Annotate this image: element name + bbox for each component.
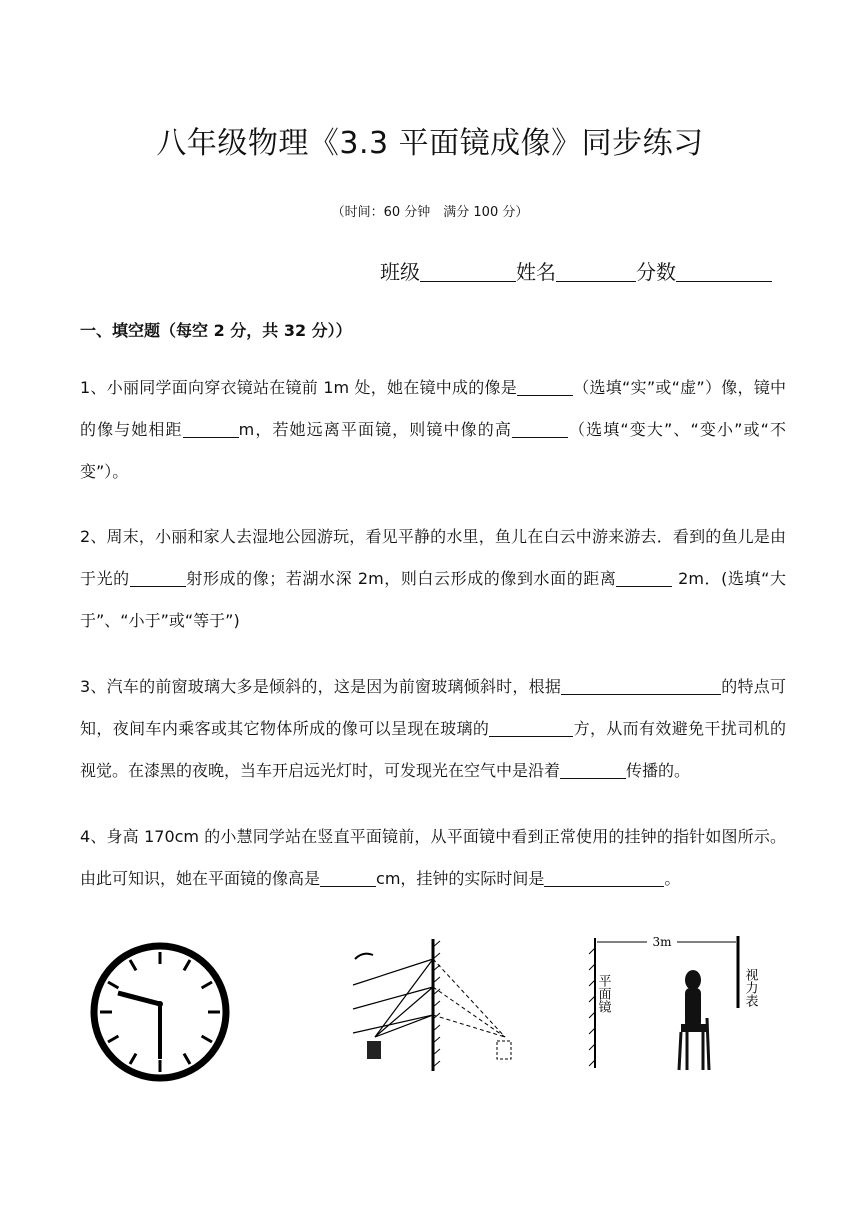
student-info-line (380, 256, 772, 285)
class-label: 班级 (380, 260, 420, 284)
name-label: 姓名 (516, 260, 556, 284)
question-text: （选填“实”或“虚”）像，镜中的像与她相距 (80, 378, 786, 439)
eye-chart-label: 视力表 (742, 968, 758, 1007)
name-blank[interactable] (556, 261, 636, 282)
question-text: cm，挂钟的实际时间是 (376, 869, 545, 888)
answer-blank[interactable] (561, 678, 721, 695)
distance-label: 3m (652, 935, 672, 949)
clock-center (157, 1001, 163, 1007)
question-text: 4、身高 170cm 的小慧同学站在竖直平面镜前，从平面镜中看到正常使用的挂钟的指针如图所示。由此可知识，她在平面镜的像高是 (80, 827, 786, 888)
clock-figure (82, 937, 238, 1087)
virtual-rays (433, 959, 505, 1037)
question-text: 传播的。 (626, 761, 691, 780)
question-1 (80, 367, 786, 493)
mirror-label: 平面镜 (595, 974, 611, 1013)
answer-blank[interactable] (544, 870, 664, 887)
question-text: 方，从而有效避免干扰司机的视觉。在漆黑的夜晚，当车开启远光灯时，可发现光在空气中是沿着 (80, 719, 786, 780)
question-3 (80, 666, 786, 792)
score-label: 分数 (636, 260, 676, 284)
exam-time-info: （时间：60 分钟 满分 100 分） (331, 205, 529, 220)
question-text: （选填“变大”、“变小”或“不变”）。 (80, 420, 786, 481)
answer-blank[interactable] (560, 762, 626, 779)
question-text: 1、小丽同学面向穿衣镜站在镜前 1m 处，她在镜中成的像是 (80, 378, 517, 397)
question-text: 的特点可知，夜间车内乘客或其它物体所成的像可以呈现在玻璃的 (80, 677, 786, 738)
answer-blank[interactable] (517, 379, 573, 396)
seated-person-icon (679, 970, 709, 1070)
windshield-reflection-diagram (345, 937, 525, 1077)
score-blank[interactable] (676, 261, 772, 282)
class-blank[interactable] (420, 261, 516, 282)
question-text: 2m．(选填“大于”、“小于”或“等于”) (80, 569, 786, 630)
answer-blank[interactable] (320, 870, 376, 887)
light-rays (353, 959, 433, 1037)
answer-blank[interactable] (616, 570, 672, 587)
question-text: 射形成的像；若湖水深 2m，则白云形成的像到水面的距离 (185, 569, 617, 588)
answer-blank[interactable] (183, 421, 239, 438)
answer-blank[interactable] (489, 720, 573, 737)
question-2 (80, 516, 786, 642)
question-4 (80, 816, 786, 900)
eye-chart-mirror-figure (585, 928, 765, 1078)
question-text: 。 (664, 869, 681, 888)
section-heading: 一、填空题（每空 2 分，共 32 分）） (80, 321, 352, 340)
question-text: m，若她远离平面镜，则镜中像的高 (238, 420, 512, 439)
question-text: 2、周末，小丽和家人去湿地公园游玩，看见平静的水里，鱼儿在白云中游来游去．看到的鱼儿是由于光的 (80, 527, 786, 588)
question-text: 3、汽车的前窗玻璃大多是倾斜的，这是因为前窗玻璃倾斜时，根据 (80, 677, 562, 696)
answer-blank[interactable] (512, 421, 568, 438)
eye-icon (355, 954, 373, 959)
image-icon (497, 1041, 511, 1059)
object-icon (367, 1041, 381, 1059)
answer-blank[interactable] (130, 570, 186, 587)
page-title: 八年级物理《3.3 平面镜成像》同步练习 (156, 126, 704, 161)
